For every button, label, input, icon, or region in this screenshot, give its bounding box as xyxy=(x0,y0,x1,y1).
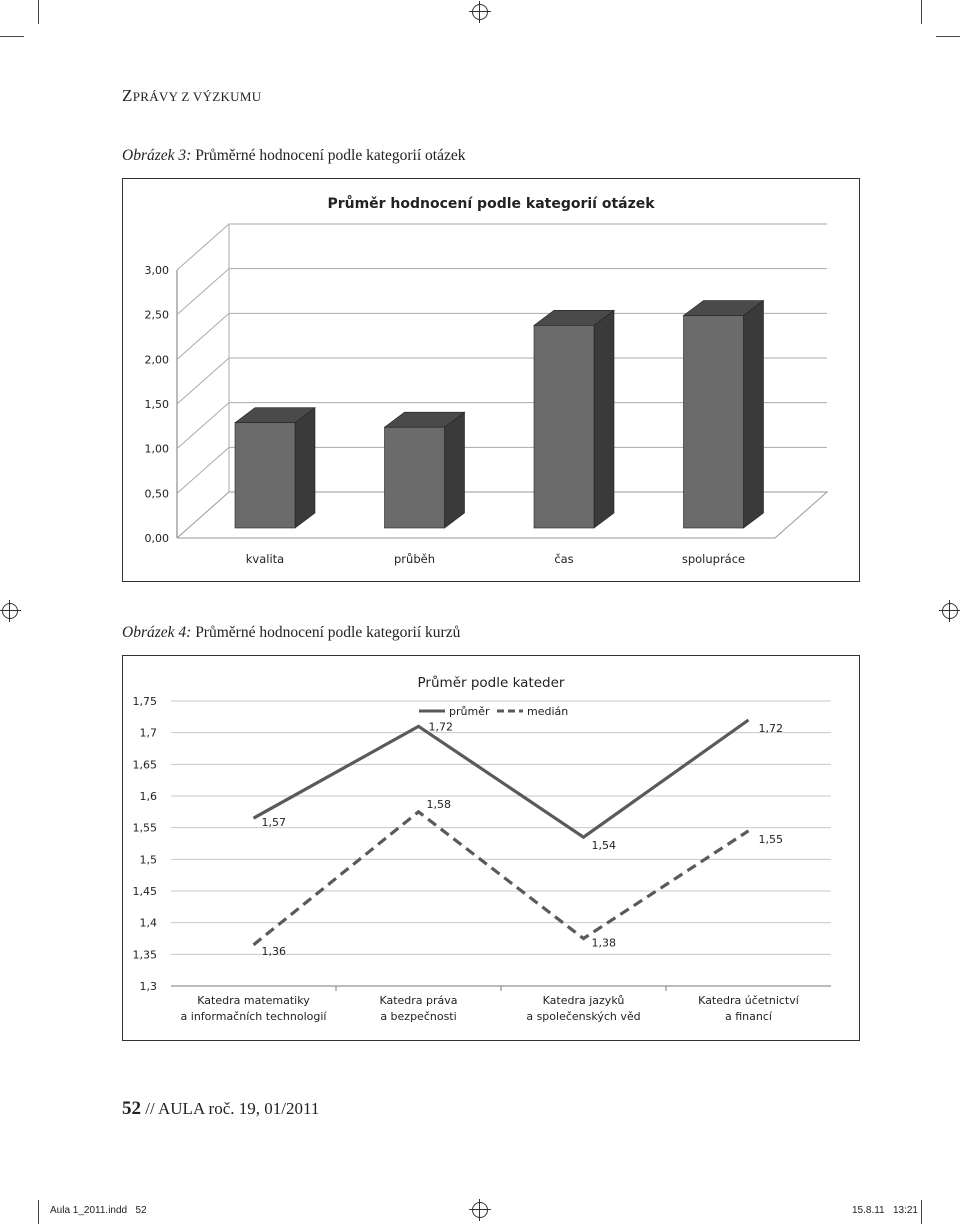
figure4-caption-text: Průměrné hodnocení podle kategorií kurzů xyxy=(195,624,461,641)
print-slug-file: Aula 1_2011.indd 52 xyxy=(50,1205,147,1216)
x-category-label: Katedra účetnictví xyxy=(698,994,799,1007)
data-label: 1,58 xyxy=(426,797,451,811)
figure3-caption-label: Obrázek 3: xyxy=(122,147,192,164)
y-tick-label: 1,00 xyxy=(144,442,169,456)
x-category-label: a společenských věd xyxy=(526,1010,641,1023)
journal-reference: // AULA roč. 19, 01/2011 xyxy=(145,1099,320,1118)
x-category-label: průběh xyxy=(394,552,435,566)
y-tick-label: 2,00 xyxy=(144,353,169,367)
figure4-caption-label: Obrázek 4: xyxy=(122,624,192,641)
legend-label: průměr xyxy=(449,705,490,718)
crop-mark xyxy=(921,0,922,24)
registration-mark-icon xyxy=(472,4,488,20)
y-tick-label: 0,50 xyxy=(144,487,169,501)
x-category-label: Katedra práva xyxy=(379,994,458,1007)
line-chart-title: Průměr podle kateder xyxy=(417,675,565,691)
y-tick-label: 1,75 xyxy=(132,695,157,708)
y-tick-label: 1,3 xyxy=(139,980,157,993)
registration-mark-icon xyxy=(472,1202,488,1218)
data-label: 1,57 xyxy=(261,816,286,830)
y-tick-label: 1,7 xyxy=(139,726,157,740)
bar-chart-title: Průměr hodnocení podle kategorií otázek xyxy=(327,196,655,212)
bar xyxy=(385,427,445,528)
crop-mark xyxy=(921,1200,922,1224)
data-label: 1,54 xyxy=(591,839,616,853)
y-tick-label: 3,00 xyxy=(144,264,169,277)
line-chart xyxy=(123,656,859,1040)
page-footer xyxy=(122,1098,319,1120)
x-category-label: spolupráce xyxy=(681,552,746,566)
crop-mark xyxy=(0,36,24,37)
figure3-caption xyxy=(122,147,465,165)
page-number: 52 xyxy=(122,1098,141,1119)
y-tick-label: 1,55 xyxy=(132,821,157,835)
y-tick-label: 1,6 xyxy=(139,790,157,803)
x-category-label: a financí xyxy=(725,1010,772,1023)
bar-chart xyxy=(123,179,859,581)
bar-side-face xyxy=(594,310,614,528)
data-label: 1,72 xyxy=(758,722,783,735)
x-category-label: a informačních technologií xyxy=(180,1010,327,1023)
x-category-label: Katedra matematiky xyxy=(197,994,310,1007)
crop-mark xyxy=(936,36,960,37)
x-category-label: kvalita xyxy=(245,552,285,566)
x-category-label: a bezpečnosti xyxy=(380,1010,457,1023)
x-category-label: Katedra jazyků xyxy=(542,994,625,1007)
y-tick-label: 1,5 xyxy=(139,853,157,867)
bar xyxy=(684,316,744,528)
series-line-prumer xyxy=(254,720,749,837)
y-tick-label: 0,00 xyxy=(144,532,169,545)
figure4-caption xyxy=(122,624,460,642)
crop-mark xyxy=(38,0,39,24)
bar xyxy=(235,423,295,528)
y-tick-label: 1,50 xyxy=(144,398,169,411)
bar-side-face xyxy=(295,408,315,528)
bar-chart-frame xyxy=(122,178,860,582)
section-heading xyxy=(122,86,261,106)
section-heading-rest: PRÁVY Z VÝZKUMU xyxy=(132,89,262,104)
line-chart-frame xyxy=(122,655,860,1041)
bar-side-face xyxy=(744,301,764,528)
print-slug-date: 15.8.11 13:21 xyxy=(852,1205,918,1216)
registration-mark-icon xyxy=(2,603,18,619)
data-label: 1,55 xyxy=(758,832,783,846)
gridline xyxy=(177,224,827,270)
series-line-median xyxy=(254,812,749,945)
data-label: 1,38 xyxy=(591,936,616,950)
data-label: 1,72 xyxy=(428,720,453,734)
legend-label: medián xyxy=(527,705,569,718)
bar xyxy=(534,325,594,528)
figure3-caption-text: Průměrné hodnocení podle kategorií otázek xyxy=(195,147,466,164)
y-tick-label: 1,65 xyxy=(132,758,157,772)
y-tick-label: 1,45 xyxy=(132,885,157,898)
data-label: 1,36 xyxy=(261,944,286,958)
x-category-label: čas xyxy=(554,552,574,566)
y-tick-label: 1,4 xyxy=(139,916,157,930)
section-heading-initial: Z xyxy=(122,86,133,105)
y-tick-label: 2,50 xyxy=(144,308,169,322)
bar-side-face xyxy=(445,412,465,528)
y-tick-label: 1,35 xyxy=(132,948,157,962)
crop-mark xyxy=(38,1200,39,1224)
registration-mark-icon xyxy=(942,603,958,619)
